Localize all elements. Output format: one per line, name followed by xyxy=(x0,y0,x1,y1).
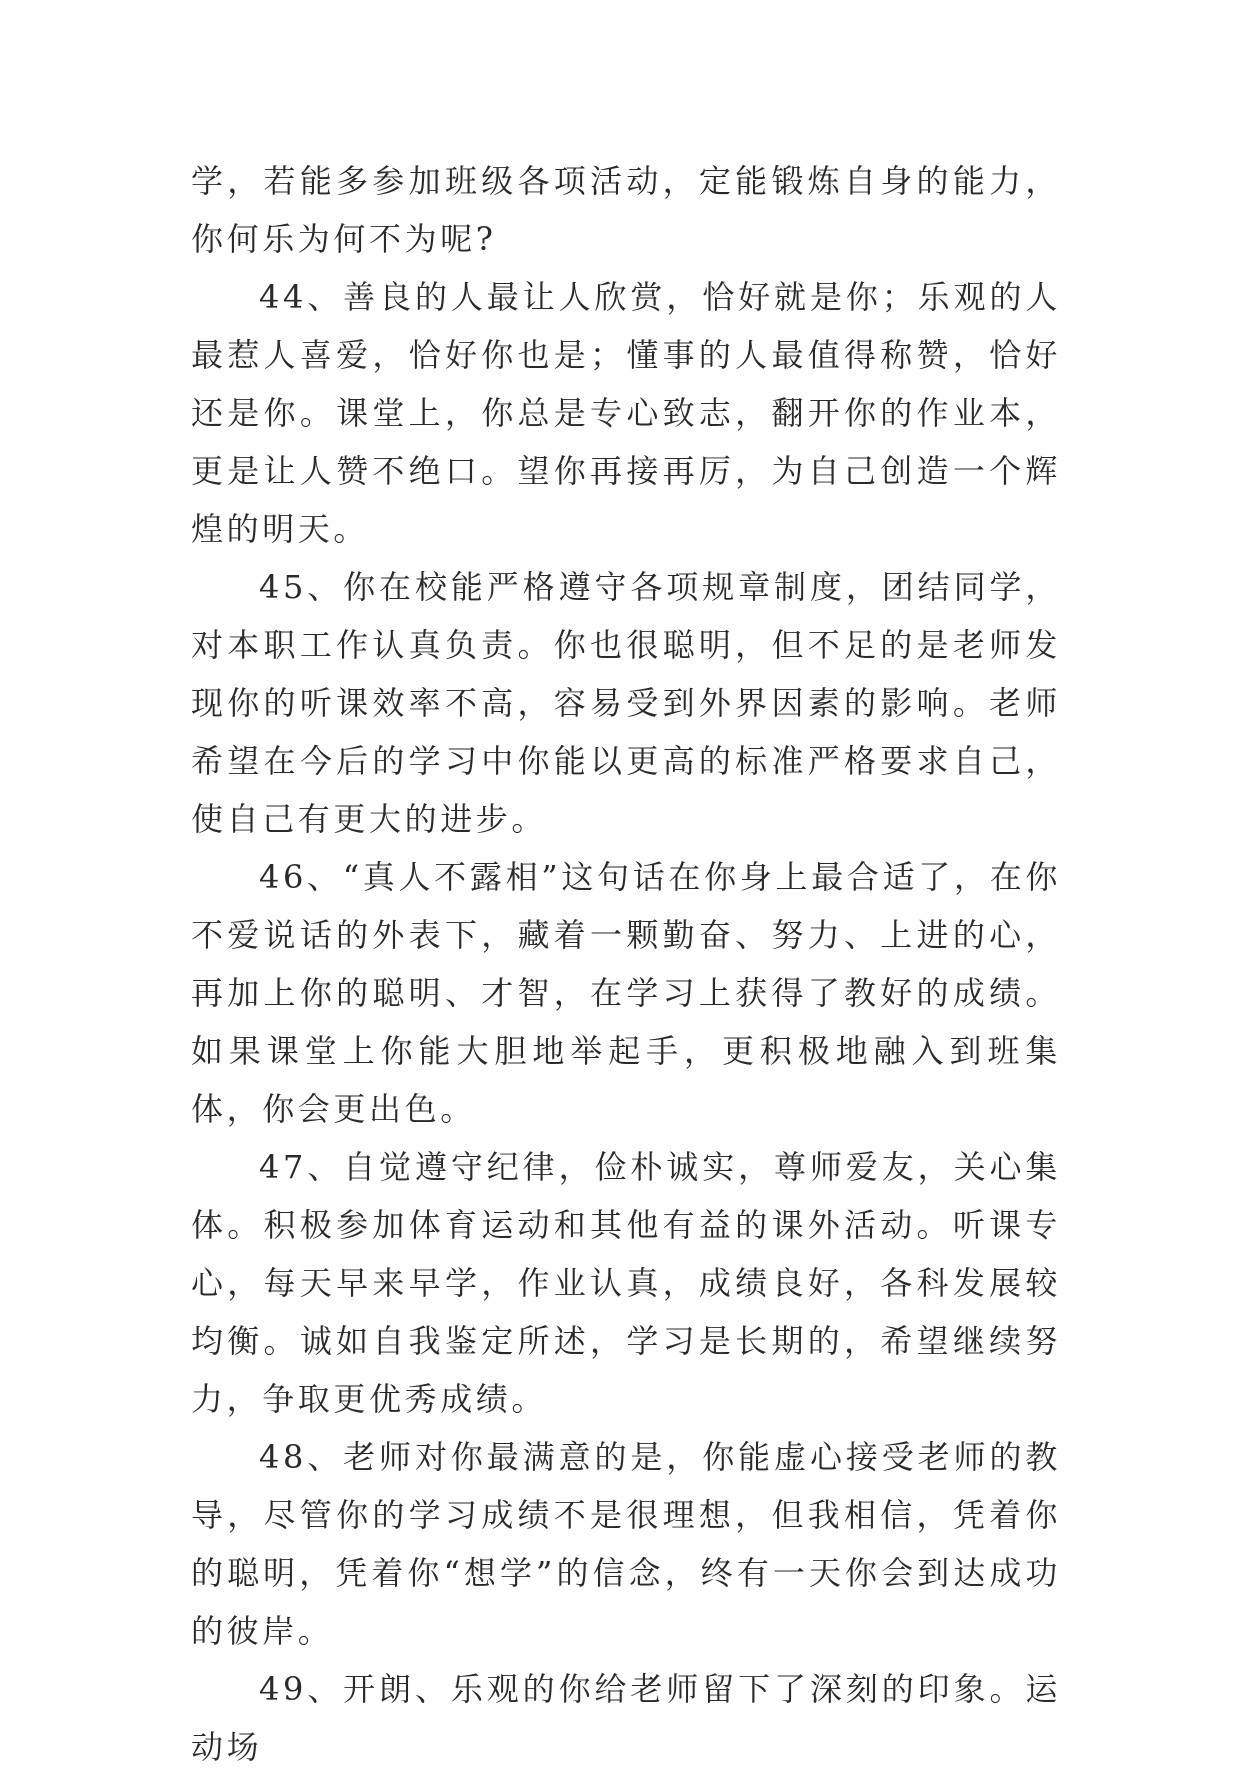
document-body xyxy=(191,152,1061,1776)
paragraph-comment-48: 48、老师对你最满意的是，你能虚心接受老师的教导，尽管你的学习成绩不是很理想，但我相信，凭着你的聪明，凭着你“想学”的信念，终有一天你会到达成功的彼岸。 xyxy=(191,1438,1061,1650)
paragraph-continuation: 学，若能多参加班级各项活动，定能锻炼自身的能力，你何乐为何不为呢? xyxy=(191,162,1061,258)
paragraph-comment-44: 44、善良的人最让人欣赏，恰好就是你；乐观的人最惹人喜爱，恰好你也是；懂事的人最值得称赞，恰好还是你。课堂上，你总是专心致志，翻开你的作业本，更是让人赞不绝口。望你再接再厉，为自己创造一个辉煌的明天。 xyxy=(191,278,1061,548)
paragraph-comment-45: 45、你在校能严格遵守各项规章制度，团结同学，对本职工作认真负责。你也很聪明，但不足的是老师发现你的听课效率不高，容易受到外界因素的影响。老师希望在今后的学习中你能以更高的标准严格要求自己，使自己有更大的进步。 xyxy=(191,568,1061,838)
paragraph-comment-47: 47、自觉遵守纪律，俭朴诚实，尊师爱友，关心集体。积极参加体育运动和其他有益的课外活动。听课专心，每天早来早学，作业认真，成绩良好，各科发展较均衡。诚如自我鉴定所述，学习是长期的，希望继续努力，争取更优秀成绩。 xyxy=(191,1148,1061,1418)
paragraph-comment-46: 46、“真人不露相”这句话在你身上最合适了，在你不爱说话的外表下，藏着一颗勤奋、努力、上进的心，再加上你的聪明、才智，在学习上获得了教好的成绩。如果课堂上你能大胆地举起手，更积极地融入到班集体，你会更出色。 xyxy=(191,858,1061,1128)
paragraph-comment-49: 49、开朗、乐观的你给老师留下了深刻的印象。运动场 xyxy=(191,1670,1061,1766)
